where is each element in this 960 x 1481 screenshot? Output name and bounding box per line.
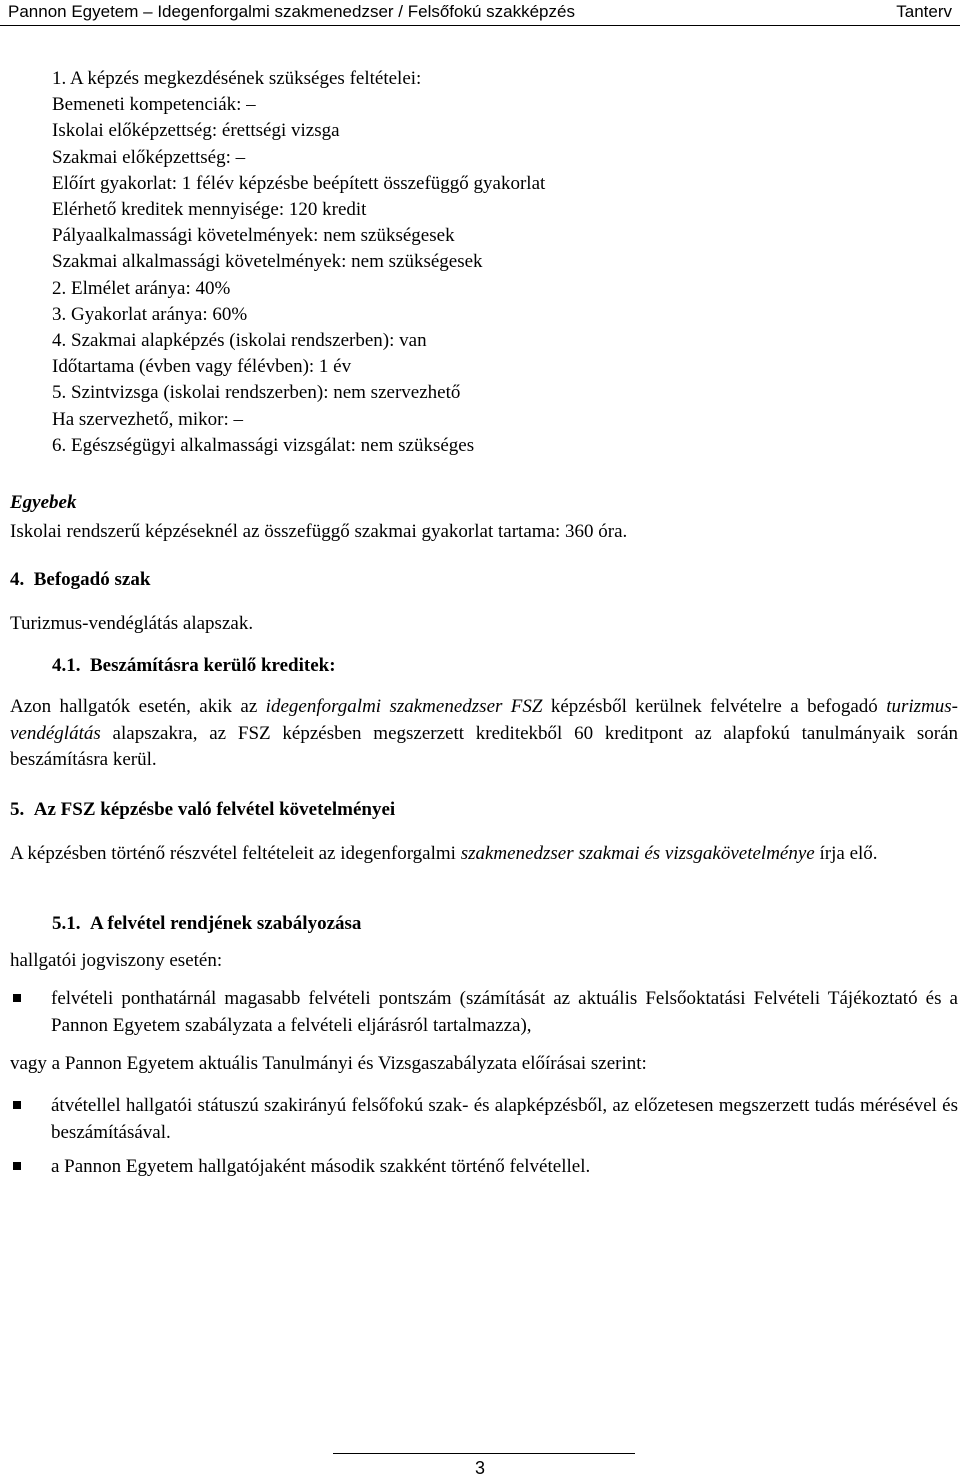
requirements-list xyxy=(52,66,545,459)
section-title: Az FSZ képzésbe való felvétel követelményei xyxy=(33,799,396,820)
felvetel-paragraph xyxy=(10,841,958,868)
page-number: 3 xyxy=(474,1458,485,1478)
rendje-middle-text: vagy a Pannon Egyetem aktuális Tanulmányi és Vizsgaszabályzata előírásai szerint: xyxy=(10,1053,647,1074)
italic-run: turizmus-vendéglátás xyxy=(10,696,958,744)
italic-run: idegenforgalmi szakmenedzser FSZ xyxy=(265,696,543,717)
requirement-line: Bemeneti kompetenciák: – xyxy=(52,94,256,116)
text-run: A képzésben történő részvétel feltételeit az idegenforgalmi xyxy=(10,843,461,864)
text-run: alapszakra, az FSZ képzésben megszerzett kreditekből 60 kreditpont az alapfokú tanulmányaik során beszámításra kerül. xyxy=(10,722,958,770)
egyebek-text: Iskolai rendszerű képzéseknél az összefüggő szakmai gyakorlat tartama: 360 óra. xyxy=(10,521,628,542)
requirement-line: Iskolai előképzettség: érettségi vizsga xyxy=(52,120,340,142)
requirement-line: Elérhető kreditek mennyisége: 120 kredit xyxy=(52,199,367,221)
egyebek-heading: Egyebek xyxy=(10,492,77,513)
requirement-line: Ha szervezhető, mikor: – xyxy=(52,408,243,430)
requirement-line: Szakmai alkalmassági követelmények: nem szükségesek xyxy=(52,251,483,273)
requirement-line: 5. Szintvizsga (iskolai rendszerben): nem szervezhető xyxy=(52,382,461,404)
square-bullet-icon xyxy=(13,994,21,1002)
bullet-item xyxy=(10,1154,958,1181)
text-run: Azon hallgatók esetén, akik az xyxy=(10,696,266,717)
section-title: A felvétel rendjének szabályozása xyxy=(90,913,362,934)
square-bullet-icon xyxy=(13,1101,21,1109)
header-title: Pannon Egyetem – Idegenforgalmi szakmenedzser / Felsőfokú szakképzés xyxy=(8,2,575,21)
requirement-line: 1. A képzés megkezdésének szükséges feltételei: xyxy=(52,68,422,89)
bullet-item xyxy=(10,986,958,1039)
section-rendje-heading xyxy=(52,911,952,938)
requirement-line: Pályaalkalmassági követelmények: nem szükségesek xyxy=(52,225,455,247)
italic-run: szakmenedzser szakmai és vizsgakövetelménye xyxy=(460,843,815,864)
bullet-item xyxy=(10,1093,958,1146)
beszamitas-paragraph xyxy=(10,694,958,774)
text-run: képzésből kerülnek felvételre a befogadó xyxy=(542,696,887,717)
requirement-line: Szakmai előképzettség: – xyxy=(52,146,246,168)
section-beszamitas-heading xyxy=(52,653,952,680)
requirement-line: 6. Egészségügyi alkalmassági vizsgálat: nem szükséges xyxy=(52,434,475,456)
section-befogado-heading xyxy=(10,567,958,594)
befogado-text: Turizmus-vendéglátás alapszak. xyxy=(10,613,254,634)
header-rule xyxy=(0,25,960,26)
section-title: Befogadó szak xyxy=(33,569,151,590)
requirement-line: 3. Gyakorlat aránya: 60% xyxy=(52,303,248,325)
section-title: Beszámításra kerülő kreditek: xyxy=(90,655,336,676)
header-right-label: Tanterv xyxy=(896,2,952,21)
page-header xyxy=(0,0,960,26)
section-number: 4.1. xyxy=(52,655,81,676)
footer-rule xyxy=(333,1453,635,1454)
section-felvetel-heading xyxy=(10,797,958,824)
section-number: 5. xyxy=(10,799,25,820)
requirement-line: Előírt gyakorlat: 1 félév képzésbe beépített összefüggő gyakorlat xyxy=(52,172,546,194)
text-run: írja elő. xyxy=(814,843,878,864)
requirement-line: 4. Szakmai alapképzés (iskolai rendszerben): van xyxy=(52,330,427,352)
requirement-line: Időtartama (évben vagy félévben): 1 év xyxy=(52,356,352,378)
requirement-line: 2. Elmélet aránya: 40% xyxy=(52,277,231,299)
square-bullet-icon xyxy=(13,1162,21,1170)
bullet-text: felvételi ponthatárnál magasabb felvételi pontszám (számítását az aktuális Felsőoktatási Felvételi Tájékoztató és a Pannon Egyetem szabályzata a felvételi eljárásról tartalmazza), xyxy=(51,988,958,1036)
rendje-intro: hallgatói jogviszony esetén: xyxy=(10,950,223,971)
bullet-text: átvétellel hallgatói státuszú szakirányú felsőfokú szak- és alapképzésből, az előzetesen megszerzett tudás mérésével és beszámításával. xyxy=(51,1095,958,1143)
section-number: 4. xyxy=(10,569,25,590)
bullet-text: a Pannon Egyetem hallgatójaként második szakként történő felvétellel. xyxy=(51,1156,591,1177)
section-number: 5.1. xyxy=(52,913,81,934)
